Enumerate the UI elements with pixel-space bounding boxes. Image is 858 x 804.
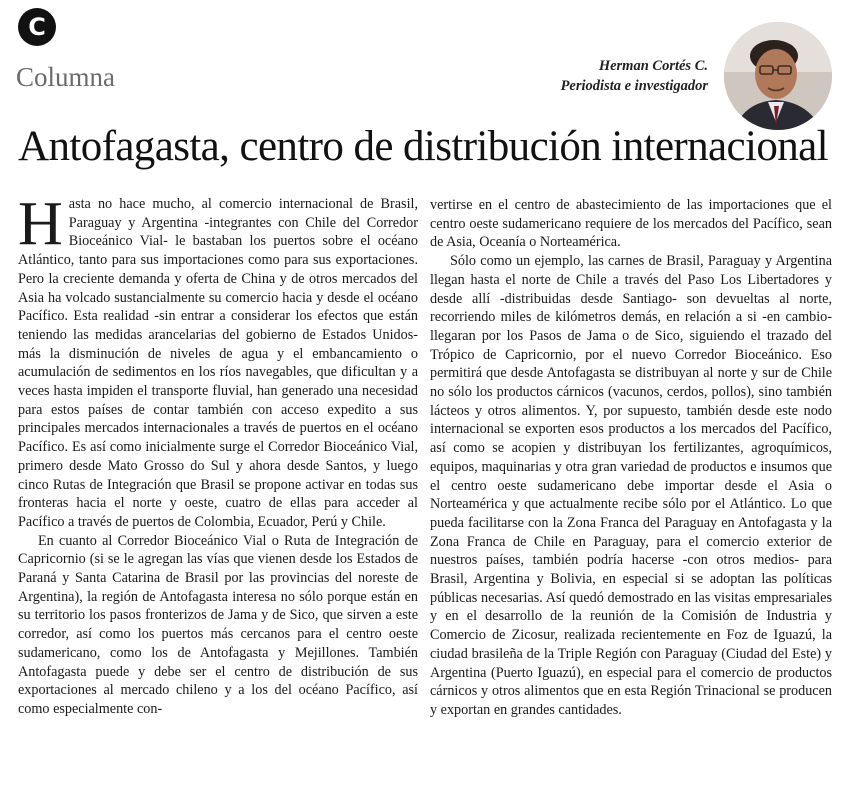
paragraph-2: En cuanto al Corredor Bioceánico Vial o Ruta de Integración de Capricornio (si se le agregan las vías que vienen desde los Estados de Paraná y Santa Catarina de Brasil por las provincias del noreste de Argentina), la región de Antofagasta interesa no sólo porque están en su territorio los pasos fronterizos de Jama y de Sico, que sirven a este corredor, así como los puertos más cercanos para el centro oeste sudamericano, como los de Antofagasta y Mejillones. También Antofagasta puede y debe ser el centro de distribución de sus exportaciones al mercado chileno y a los del océano Pacífico, así como especialmente con-: [18, 532, 418, 717]
article-title: Antofagasta, centro de distribución internacional: [18, 123, 829, 170]
author-name: Herman Cortés C.: [598, 58, 708, 74]
author-byline: [561, 56, 708, 96]
paragraph-4: Sólo como un ejemplo, las carnes de Brasil, Paraguay y Argentina llegan hasta el norte de Chile a través del Paso Los Libertadores y desde allí -distribuidas desde Santiago- son devueltas al norte, recorriendo miles de kilómetros demás, en relación a si -en cambio- llegaran por los Pasos de Jama o de Sico, siguiendo el trazado del Trópico de Capricornio, por el nuevo Corredor Bioceánico. Eso permitirá que desde Antofagasta se distribuyan al norte y sur de Chile no sólo los productos cárnicos (vacunos, cerdos, pollos), sino también lácteos y otros alimentos. Y, por supuesto, también desde este nodo internacional se exporten esos productos a los mercados del Pacífico, así como se acopien y distribuyan los fertilizantes, agroquímicos, equipos, maquinarias y otra gran variedad de productos e insumos que el centro oeste sudamericano debe importar desde el Asia o Norteamérica y que actualmente recibe sólo por el Atlántico. Lo que pueda facilitarse con la Zona Franca del Paraguay en Antofagasta y la Zona Franca de Chile en Paraguay, para el comercio exterior de nuestros países, también podría hacerse -con otros medios- para Brasil, Argentina y Bolivia, en especial si se adoptan las políticas públicas necesarias. Así quedó demostrado en las visitas empresariales y en el desarrollo de la reunión de la Comisión de Industria y Comercio de Zicosur, realizada recientemente en Foz de Iguazú, la ciudad brasileña de la Triple Región con Paraguay (Ciudad del Este) y Argentina (Puerto Iguazú), en especial para el comercio de productos cárnicos y otros alimentos que en esta Región Trinacional se producen y exportan en grandes cantidades.: [430, 253, 832, 718]
paragraph-1-text: asta no hace mucho, al comercio internacional de Brasil, Paraguay y Argentina -integrantes con Chile del Corredor Bioceánico Vial- le bastaban los puertos sobre el océano Atlántico, tanto para sus importaciones como para sus exportaciones. Pero la creciente demanda y oferta de China y de otros mercados del Asia ha volcado sustancialmente su comercio hacia y desde el océano Pacífico. Esta realidad -sin entrar a considerar los efectos que están teniendo las medidas arancelarias del gobierno de Estados Unidos- más la disminución de niveles de agua y el embancamiento o acumulación de sedimentos en los ríos navegables, que dificultan y a veces hasta impiden el transporte fluvial, han generado una necesidad para estos países de contar también con acceso expedito a sus principales mercados internacionales a través de puertos en el océano Pacífico. Es así como inicialmente surge el Corredor Bioceánico Vial, primero desde Mato Grosso do Sul y ahora desde Santos, y luego cinco Rutas de Integración que Brasil se propone activar en todas sus fronteras hacia el norte y oeste, cuatro de ellas para acceder al Pacífico a través de puertos de Colombia, Ecuador, Perú y Chile.: [18, 196, 418, 530]
section-badge: C: [18, 8, 56, 46]
article-column-left: [18, 190, 418, 719]
author-photo: [724, 22, 832, 130]
author-portrait-image: [724, 22, 832, 130]
section-label: Columna: [16, 62, 115, 92]
paragraph-3: vertirse en el centro de abastecimiento de las importaciones que el centro oeste sudamericano requiere de los mercados del Pacífico, sean de Asia, Oceanía o Norteamérica.: [430, 197, 832, 251]
article-column-right: [430, 196, 832, 720]
drop-cap: H: [18, 190, 63, 258]
author-role: Periodista e investigador: [560, 78, 708, 94]
paragraph-1: [18, 190, 418, 532]
